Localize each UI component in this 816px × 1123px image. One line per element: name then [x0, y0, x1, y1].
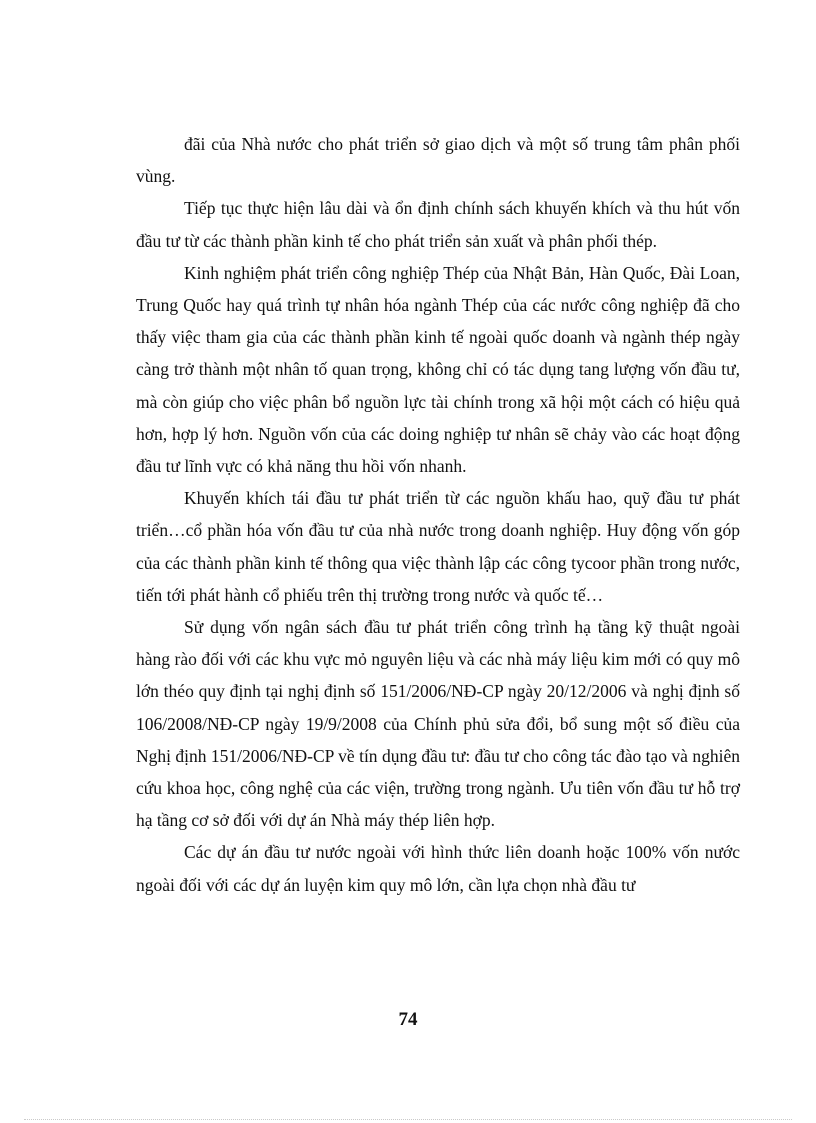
paragraph-1: đãi của Nhà nước cho phát triển sở giao dịch và một số trung tâm phân phối vùng. — [136, 134, 740, 187]
page-bottom-divider — [24, 1119, 792, 1120]
body-text — [136, 128, 740, 901]
paragraph-4: Khuyến khích tái đầu tư phát triển từ các nguồn khấu hao, quỹ đầu tư phát triển…cổ phần hóa vốn đầu tư của nhà nước trong doanh nghiệp. Huy động vốn góp của các thành phần kinh tế thông qua việc thành lập các công tycoor phần trong nước, tiến tới phát hành cổ phiếu trên thị trường trong nước và quốc tế… — [136, 488, 740, 605]
paragraph-2: Tiếp tục thực hiện lâu dài và ổn định chính sách khuyến khích và thu hút vốn đầu tư từ các thành phần kinh tế cho phát triển sản xuất và phân phối thép. — [136, 198, 740, 251]
page-number: 74 — [398, 1009, 418, 1030]
paragraph-5: Sử dụng vốn ngân sách đầu tư phát triển công trình hạ tầng kỹ thuật ngoài hàng rào đối với các khu vực mỏ nguyên liệu và các nhà máy liệu kim mới có quy mô lớn théo quy định tại nghị định số 151/2006/NĐ-CP ngày 20/12/2006 và nghị định số 106/2008/NĐ-CP ngày 19/9/2008 của Chính phủ sửa đổi, bổ sung một số điều của Nghị định 151/2006/NĐ-CP về tín dụng đầu tư: đầu tư cho công tác đào tạo và nghiên cứu khoa học, công nghệ của các viện, trường trong ngành. Ưu tiên vốn đầu tư hỗ trợ hạ tầng cơ sở đối với dự án Nhà máy thép liên hợp. — [136, 617, 740, 831]
paragraph-6: Các dự án đầu tư nước ngoài với hình thức liên doanh hoặc 100% vốn nước ngoài đối với các dự án luyện kim quy mô lớn, cần lựa chọn nhà đầu tư — [136, 842, 740, 895]
paragraph-3: Kinh nghiệm phát triển công nghiệp Thép của Nhật Bản, Hàn Quốc, Đài Loan, Trung Quốc hay quá trình tự nhân hóa ngành Thép của các nước công nghiệp đã cho thấy việc tham gia của các thành phần kinh tế ngoài quốc doanh và ngành thép ngày càng trở thành một nhân tố quan trọng, không chỉ có tác dụng tang lượng vốn đầu tư, mà còn giúp cho việc phân bổ nguồn lực tài chính trong xã hội một cách có hiệu quả hơn, hợp lý hơn. Nguồn vốn của các doing nghiệp tư nhân sẽ chảy vào các hoạt động đầu tư lĩnh vực có khả năng thu hồi vốn nhanh. — [136, 262, 740, 477]
